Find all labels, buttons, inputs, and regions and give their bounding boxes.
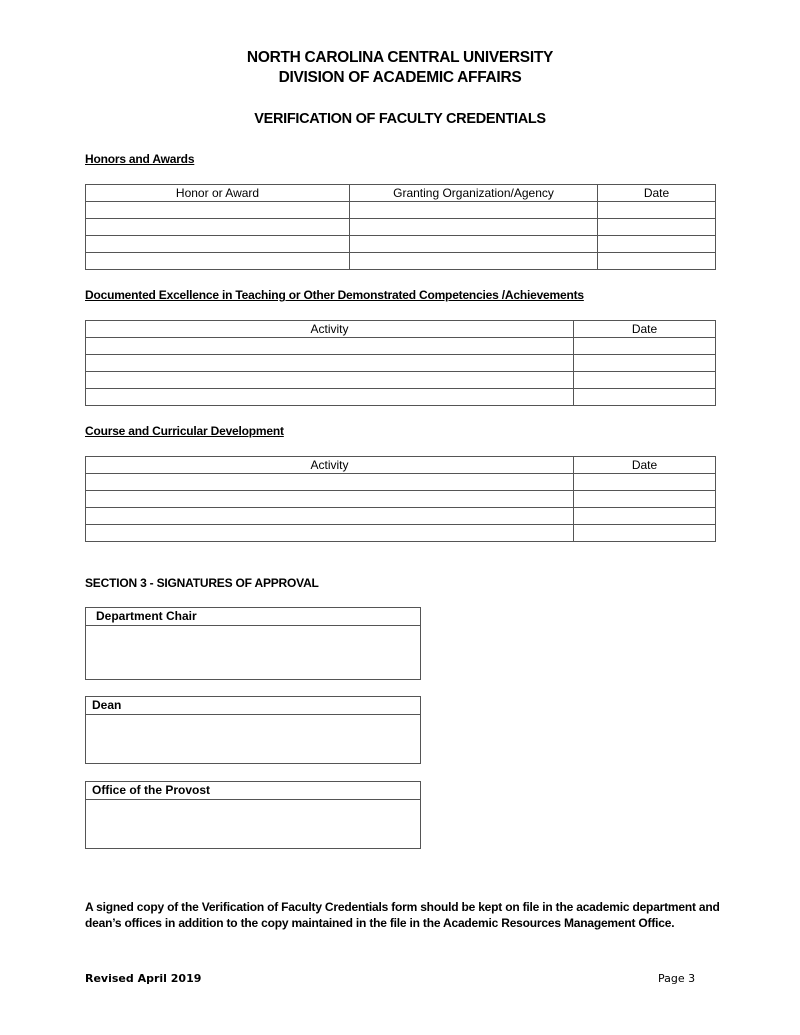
table-row	[86, 253, 716, 270]
cell[interactable]	[598, 202, 716, 219]
teaching-table	[85, 320, 716, 406]
cell[interactable]	[86, 474, 574, 491]
provost-signature-box[interactable]	[85, 781, 421, 849]
cell[interactable]	[86, 236, 350, 253]
cell[interactable]	[598, 253, 716, 270]
cell[interactable]	[574, 389, 716, 406]
cell[interactable]	[574, 372, 716, 389]
table-row	[86, 236, 716, 253]
cell[interactable]	[86, 338, 574, 355]
cell[interactable]	[598, 236, 716, 253]
cell[interactable]	[86, 508, 574, 525]
column-header: Granting Organization/Agency	[350, 185, 598, 202]
table-header-row	[86, 185, 716, 202]
form-title: VERIFICATION OF FACULTY CREDENTIALS	[254, 111, 546, 127]
honors-table	[85, 184, 716, 270]
revised-date: Revised April 2019	[85, 972, 202, 985]
signature-box-label: Office of the Provost	[86, 782, 420, 800]
table-header-row	[86, 321, 716, 338]
table-row	[86, 491, 716, 508]
honors-heading: Honors and Awards	[85, 152, 195, 166]
page-number: Page 3	[658, 972, 696, 985]
retention-note: A signed copy of the Verification of Faculty Credentials form should be kept on file in the academic department and dean’s offices in addition to the copy maintained in the file in the Academic Resources Management Office.	[85, 900, 720, 930]
cell[interactable]	[574, 525, 716, 542]
table-row	[86, 372, 716, 389]
cell[interactable]	[574, 508, 716, 525]
cell[interactable]	[86, 491, 574, 508]
university-name: NORTH CAROLINA CENTRAL UNIVERSITY	[246, 49, 554, 66]
table-row	[86, 355, 716, 372]
table-row	[86, 338, 716, 355]
column-header: Date	[598, 185, 716, 202]
department-chair-signature-box[interactable]	[85, 607, 421, 680]
table-header-row	[86, 457, 716, 474]
cell[interactable]	[86, 355, 574, 372]
cell[interactable]	[86, 389, 574, 406]
division-name: DIVISION OF ACADEMIC AFFAIRS	[278, 69, 522, 86]
column-header: Date	[574, 321, 716, 338]
cell[interactable]	[574, 338, 716, 355]
column-header: Honor or Award	[86, 185, 350, 202]
teaching-heading: Documented Excellence in Teaching or Other Demonstrated Competencies /Achievements	[85, 288, 584, 302]
cell[interactable]	[86, 202, 350, 219]
cell[interactable]	[86, 525, 574, 542]
cell[interactable]	[574, 355, 716, 372]
cell[interactable]	[350, 253, 598, 270]
table-row	[86, 389, 716, 406]
cell[interactable]	[350, 202, 598, 219]
table-row	[86, 525, 716, 542]
table-row	[86, 474, 716, 491]
section3-heading: SECTION 3 - SIGNATURES OF APPROVAL	[85, 576, 319, 590]
column-header: Activity	[86, 321, 574, 338]
signature-box-label: Dean	[86, 697, 420, 715]
cell[interactable]	[86, 253, 350, 270]
cell[interactable]	[574, 474, 716, 491]
table-row	[86, 508, 716, 525]
signature-box-label: Department Chair	[86, 608, 420, 626]
course-table	[85, 456, 716, 542]
column-header: Date	[574, 457, 716, 474]
cell[interactable]	[86, 219, 350, 236]
cell[interactable]	[598, 219, 716, 236]
dean-signature-box[interactable]	[85, 696, 421, 764]
cell[interactable]	[350, 219, 598, 236]
table-row	[86, 202, 716, 219]
course-heading: Course and Curricular Development	[85, 424, 284, 438]
column-header: Activity	[86, 457, 574, 474]
cell[interactable]	[86, 372, 574, 389]
cell[interactable]	[574, 491, 716, 508]
cell[interactable]	[350, 236, 598, 253]
table-row	[86, 219, 716, 236]
